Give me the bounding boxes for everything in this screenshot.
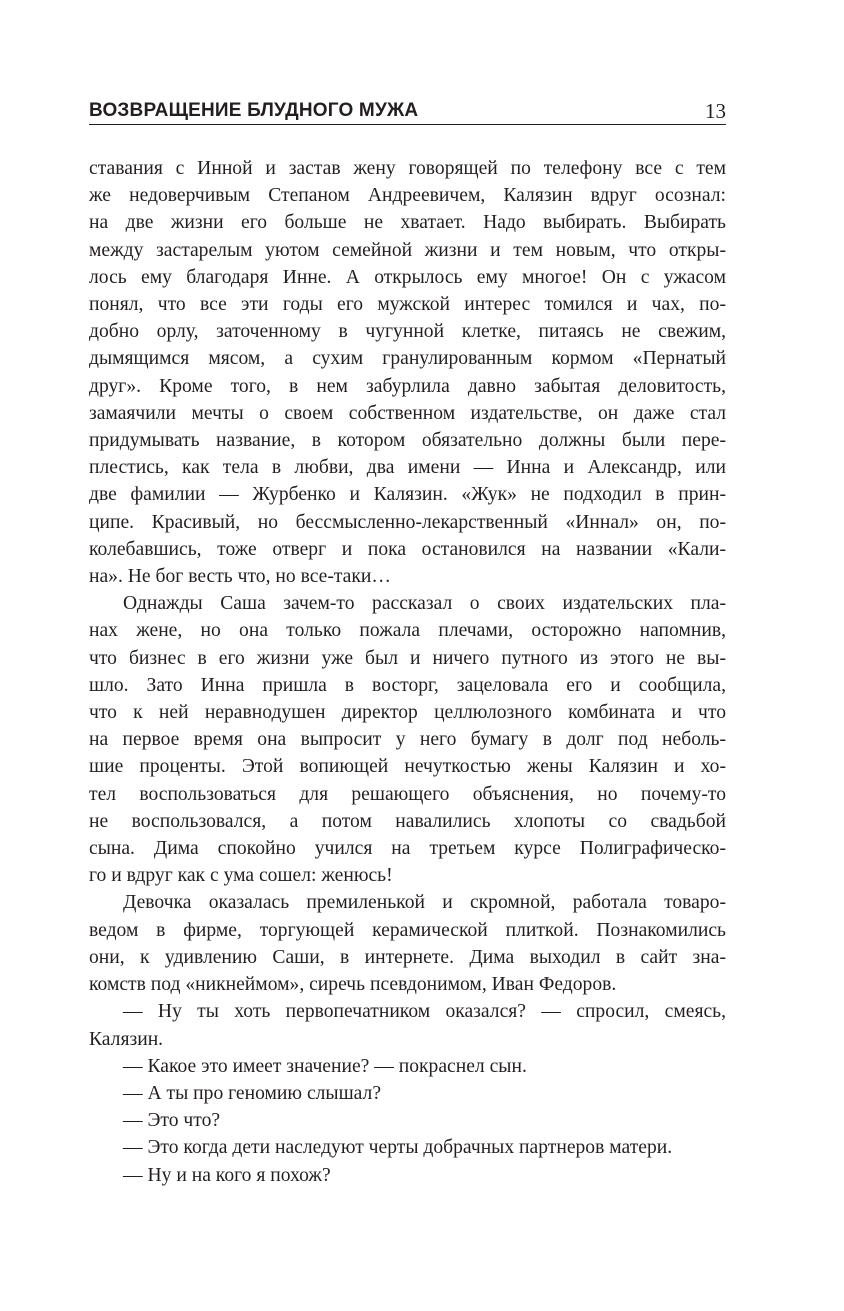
dialog-line: — Это что? (123, 1110, 221, 1132)
dialog-line: — Это когда дети наследуют черты добрачных партнеров матери. (123, 1137, 673, 1159)
text-line: что к ней неравнодушен директор целлюлозного комбината и что (89, 702, 726, 724)
text-line: между застарелым уютом семейной жизни и тем новым, что откры- (89, 239, 726, 261)
text-line: Калязин. (89, 1028, 164, 1050)
paragraph-3 (89, 889, 726, 998)
text-line: лось ему благодаря Инне. А открылось ему многое! Он с ужасом (89, 266, 726, 288)
paragraph-2 (89, 590, 726, 889)
text-line: го и вдруг как с ума сошел: женюсь! (89, 865, 393, 887)
text-line: Девочка оказалась премиленькой и скромной, работала товаро- (123, 892, 726, 914)
text-line: что бизнес в его жизни уже был и ничего путного из этого не вы- (89, 647, 726, 669)
running-header (89, 92, 726, 125)
dialog-line: — Ну и на кого я похож? (123, 1164, 331, 1186)
dialog-line: — Какое это имеет значение? — покраснел сын. (123, 1055, 527, 1077)
text-line: добно орлу, заточенному в чугунной клетке, питаясь не свежим, (89, 321, 726, 343)
text-line: шие проценты. Этой вопиющей нечуткостью жены Калязин и хо- (89, 756, 726, 778)
dialog-line: — А ты про геномию слышал? (123, 1082, 382, 1104)
text-line: ципе. Красивый, но бессмысленно-лекарственный «Иннал» он, по- (89, 511, 726, 533)
page-number: 13 (705, 99, 726, 123)
text-line: замаячили мечты о своем собственном издательстве, он даже стал (89, 402, 726, 424)
text-line: колебавшись, тоже отверг и пока остановился на названии «Кали- (89, 538, 726, 560)
text-line: на первое время она выпросит у него бумагу в долг под неболь- (89, 729, 726, 751)
text-line: сына. Дима спокойно учился на третьем курсе Полиграфическо- (89, 838, 726, 860)
text-line: друг». Кроме того, в нем забурлила давно забытая деловитость, (89, 375, 726, 397)
text-line: — Ну ты хоть первопечатником оказался? — спросил, смеясь, (123, 1001, 726, 1023)
text-line: придумывать название, в котором обязательно должны были пере- (89, 430, 726, 452)
text-line: же недоверчивым Степаном Андреевичем, Калязин вдруг осознал: (89, 185, 726, 207)
paragraph-1 (89, 155, 726, 590)
text-line: шло. Зато Инна пришла в восторг, зацеловала его и сообщила, (89, 674, 726, 696)
text-line: они, к удивлению Саши, в интернете. Дима выходил в сайт зна- (89, 946, 726, 968)
text-line: ведом в фирме, торгующей керамической плиткой. Познакомились (89, 919, 726, 941)
text-line: понял, что все эти годы его мужской интерес томился и чах, по- (89, 294, 726, 316)
text-line: нах жене, но она только пожала плечами, осторожно напомнив, (89, 620, 726, 642)
text-line: две фамилии — Журбенко и Калязин. «Жук» не подходил в прин- (89, 484, 726, 506)
body-text (89, 155, 726, 1189)
book-page (89, 92, 726, 1189)
text-line: плестись, как тела в любви, два имени — Инна и Александр, или (89, 457, 726, 479)
text-line: ставания с Инной и застав жену говорящей по телефону все с тем (89, 158, 726, 179)
text-line: комств под «никнеймом», сиречь псевдонимом, Иван Федоров. (89, 974, 617, 996)
text-line: на». Не бог весть что, но все-таки… (89, 566, 391, 588)
text-line: на две жизни его больше не хватает. Надо выбирать. Выбирать (89, 212, 726, 234)
book-title: ВОЗВРАЩЕНИЕ БЛУДНОГО МУЖА (89, 100, 419, 121)
paragraph-4 (89, 998, 726, 1052)
text-line: тел воспользоваться для решающего объяснения, но почему-то (89, 783, 726, 805)
text-line: не воспользовался, а потом навалились хлопоты со свадьбой (89, 810, 726, 832)
text-line: дымящимся мясом, а сухим гранулированным кормом «Пернатый (89, 348, 726, 370)
text-line: Однажды Саша зачем-то рассказал о своих издательских пла- (123, 593, 726, 615)
